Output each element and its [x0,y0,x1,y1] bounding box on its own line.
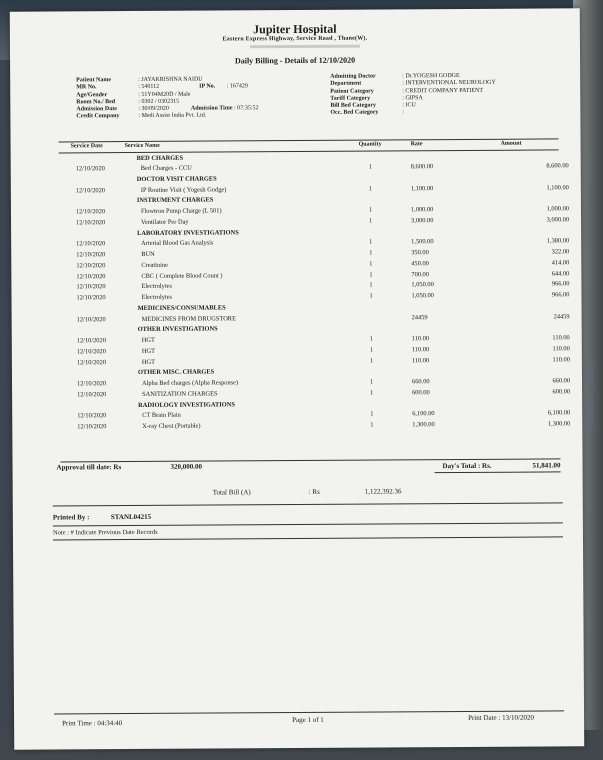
day-total-value: 51,841.00 [532,461,561,470]
service-name-cell: HGT [141,358,156,366]
quantity-cell: 1 [370,421,374,429]
amount-cell: 110.00 [552,355,570,363]
page-number: Page 1 of 1 [292,715,324,725]
rate-cell: 1,050.00 [411,292,434,300]
category-label: INSTRUMENT CHARGES [136,196,214,205]
table-top-rule [59,138,559,142]
amount-cell: 3,000.00 [546,215,570,224]
total-bill-rs: : Rs [308,487,320,496]
service-name-cell: HGT [141,347,155,355]
service-date-cell: 12/10/2020 [77,411,107,420]
patient-info-right [330,73,496,118]
category-label: OTHER MISC. CHARGES [137,368,215,377]
summary-rule [53,502,563,506]
amount-cell: 110.00 [552,344,570,353]
quantity-cell: 1 [369,271,373,279]
amount-cell: 8,600.00 [546,162,569,170]
admission-time-label: Admission Time [190,105,233,112]
service-date-cell: 12/10/2020 [76,315,106,323]
col-rate: Rate [410,141,423,148]
category-label: OTHER INVESTIGATIONS [137,325,218,334]
rate-cell: 1,100.00 [410,184,434,192]
amount-cell: 110.00 [552,334,570,342]
service-name-cell: IP Routine Visit ( Yogesh Godge) [140,185,227,194]
amount-cell: 1,380.00 [546,237,570,245]
quantity-cell: 1 [369,292,373,300]
info-row: Bill Bed Category : ICU [330,102,416,109]
quantity-cell: 1 [369,346,374,354]
service-date-cell: 12/10/2020 [77,390,107,398]
service-date-cell: 12/10/2020 [76,272,106,280]
col-amount: Amount [500,140,522,147]
quantity-cell: 1 [368,206,373,214]
service-date-cell: 12/10/2020 [75,165,105,173]
amount-cell: 966.00 [551,291,570,299]
quantity-cell: 1 [370,389,374,397]
ip-no-label: IP No. [199,83,216,90]
rate-cell: 1,050.00 [411,281,434,289]
info-row: Admitting Doctor : Dr.YOGESH GODGE [330,73,460,80]
service-date-cell: 12/10/2020 [76,294,106,302]
info-row: Room No./ Bed : 0302 / 0302315 [76,98,180,106]
printed-by-value: STANL04215 [110,512,152,522]
col-service-name: Service Name [124,142,160,150]
day-total-label: Day's Total : Rs. [442,461,492,471]
info-row: Patient Category : CREDIT COMPANY PATIENT [330,87,484,95]
category-label: BED CHARGES [136,154,184,162]
approval-label: Approval till date: Rs [56,463,122,472]
rate-cell: 1,500.00 [411,237,434,246]
info-row: MR No. : 540112 IP No. : 167429 [76,83,248,91]
quantity-cell: 1 [369,249,373,257]
amount-cell: 660.00 [552,377,571,385]
service-name-cell: CT Brain Plain [142,411,181,419]
print-time: Print Time : 04:34:40 [62,719,123,728]
rate-cell: 24459 [411,313,428,321]
rate-cell: 6,100.00 [412,409,435,418]
amount-cell: 600.00 [552,387,571,396]
rate-cell: 450.00 [411,259,429,267]
rate-cell: 110.00 [411,356,430,364]
rate-cell: 8,600.00 [410,163,434,171]
ip-no-value: : 167429 [226,83,248,90]
service-date-cell: 12/10/2020 [76,250,106,259]
quantity-cell: 1 [368,163,372,171]
day-total-rule [435,471,561,473]
service-name-cell: Creatinine [141,261,168,269]
rate-cell: 110.00 [411,345,430,353]
service-name-cell: BUN [141,250,155,258]
service-date-cell: 12/10/2020 [76,347,106,355]
category-label: DOCTOR VISIT CHARGES [136,175,217,184]
category-label: MEDICINES/CONSUMABLES [137,304,226,313]
quantity-cell: 1 [369,281,373,289]
print-date: Print Date : 13/10/2020 [468,713,535,722]
bill-title: Daily Billing - Details of 12/10/2020 [234,55,356,66]
approval-value: 320,000.00 [170,462,203,471]
service-date-cell: 12/10/2020 [75,186,105,194]
quantity-cell: 1 [369,217,373,225]
bill-sheet [10,8,584,749]
info-row: Age/Gender : 51Y04M20D / Male [76,91,191,98]
note-bottom-rule [53,536,563,540]
col-service-date: Service Date [70,143,103,150]
rate-cell: 1,300.00 [412,420,435,428]
service-date-cell: 12/10/2020 [76,261,106,269]
service-date-cell: 12/10/2020 [76,218,106,226]
service-name-cell: Arterial Blood Gas Analysis [141,239,214,247]
info-row: Tariff Category : GIPSA [330,95,423,102]
service-name-cell: CBC ( Complete Blood Count ) [141,271,223,280]
service-name-cell: SANITIZATION CHARGES [142,390,218,398]
service-name-cell: HGT [141,336,155,344]
info-row: Department : INTERVENTIONAL NEUROLOGY [330,80,496,88]
rate-cell: 1,000.00 [410,205,434,213]
amount-cell: 6,100.00 [547,409,571,417]
service-date-cell: 12/10/2020 [76,358,107,366]
amount-cell: 24459 [553,312,570,320]
category-label: LABORATORY INVESTIGATIONS [137,228,239,237]
amount-cell: 414.00 [551,258,570,267]
amount-cell: 1,100.00 [546,183,569,191]
amount-cell: 966.00 [551,280,570,288]
col-quantity: Quantity [358,141,382,148]
quantity-cell: 1 [369,238,373,246]
service-name-cell: Bed Charges - CCU [140,164,192,173]
admission-time-value: : 07:35:52 [233,105,259,112]
rate-cell: 660.00 [411,377,430,385]
quantity-cell: 1 [369,357,374,365]
service-date-cell: 12/10/2020 [77,379,107,388]
rate-cell: 700.00 [411,270,429,278]
printed-by-label: Printed By : [52,513,90,522]
amount-cell: 322.00 [551,248,570,256]
faint-subline [250,45,360,49]
quantity-cell: 1 [370,410,374,418]
info-row: Patient Name : JAYAKRISHNA NAIDU [76,76,203,84]
amount-cell: 1,000.00 [546,205,569,213]
rate-cell: 110.00 [411,334,430,342]
rate-cell: 3,000.00 [411,216,434,224]
quantity-cell: 1 [369,335,373,343]
total-bill-value: 1,122,392.36 [364,487,402,496]
service-name-cell: Electrolytes [141,283,172,291]
total-bill-label: Total Bill (A) [212,488,251,497]
service-name-cell: Alpha Bed charges (Alpha Response) [142,379,239,387]
service-date-cell: 12/10/2020 [76,239,106,248]
service-date-cell: 12/10/2020 [75,207,106,216]
hospital-name: Jupiter Hospital [253,21,337,37]
service-name-cell: Flowtron Pump Charge (L 501) [140,207,222,215]
table-row [60,420,571,433]
quantity-cell: 1 [368,185,373,193]
rate-cell: 600.00 [412,388,430,396]
service-date-cell: 12/10/2020 [76,336,106,345]
category-label: RADIOLOGY INVESTIGATIONS [138,400,235,409]
quantity-cell: 1 [369,260,373,268]
side-stamp-text: mediassist.in ... [illegible] [589,363,595,430]
info-row: Credit Company : Medi Assist India Pvt. Ltd. [76,113,207,120]
amount-cell: 1,300.00 [547,420,571,428]
service-date-cell: 12/10/2020 [77,422,107,431]
info-row: Admission Date : 30/09/2020 Admission Time : 07:35:52 [76,105,259,113]
amount-cell: 644.00 [551,269,570,277]
hospital-address: Eastern Express Highway, Service Road , Thane(W). [222,35,368,43]
note-text: Note : # Indicate Previous Date Records [52,528,158,537]
service-name-cell: X-ray Chest (Portable) [142,422,201,430]
note-top-rule [53,522,563,526]
service-date-cell: 12/10/2020 [76,283,106,291]
rate-cell: 350.00 [411,248,429,256]
info-row: Occ. Bed Category : [330,109,405,117]
patient-info-left [76,76,258,121]
quantity-cell: 1 [369,378,374,386]
service-name-cell: MEDICINES FROM DRUGSTORE [141,314,236,323]
service-name-cell: Electrolytes [141,294,173,302]
service-name-cell: Ventilator Per Day [141,218,189,226]
